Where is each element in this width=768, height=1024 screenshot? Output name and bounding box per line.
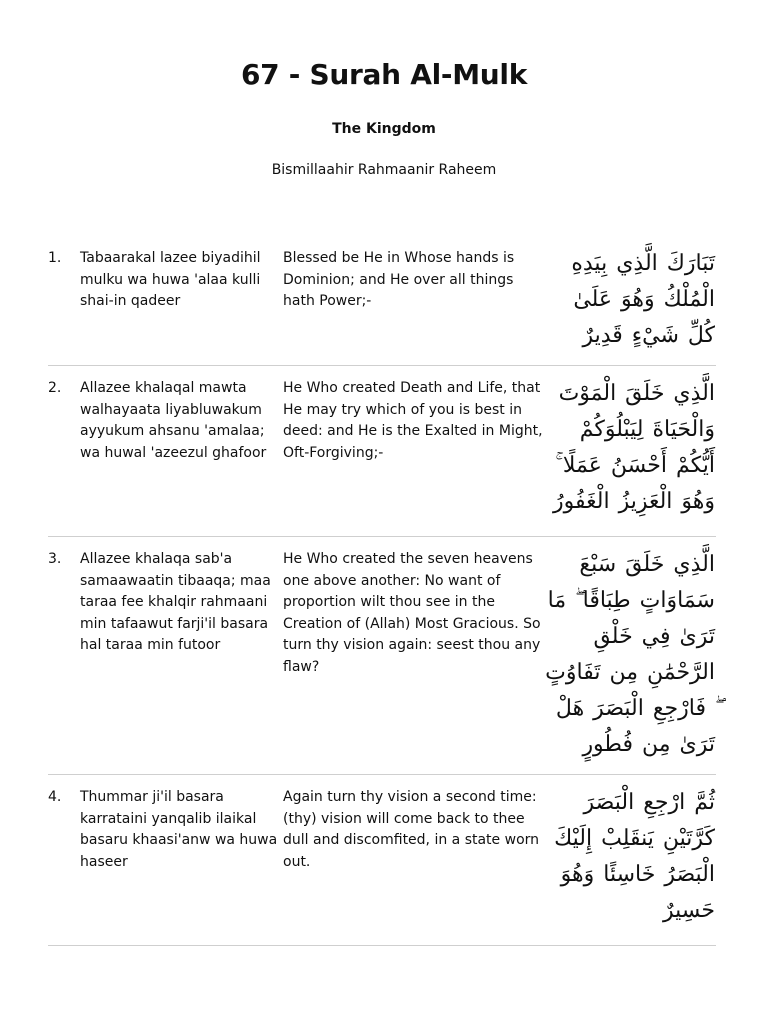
verse-table bbox=[48, 236, 716, 946]
verse-arabic: ثُمَّ ارْجِعِ الْبَصَرَ كَرَّتَيْنِ يَنقَلِبْ إِلَيْكَ الْبَصَرُ خَاسِئًا وَهُوَ حَسِيرٌ bbox=[554, 790, 715, 923]
verse-transliteration: Allazee khalaqal mawta walhayaata liyabluwakum ayyukum ahsanu 'amalaa; wa huwal 'azeezul ghafoor bbox=[80, 380, 267, 461]
verse-number: 2. bbox=[48, 380, 62, 396]
verse-number: 4. bbox=[48, 789, 62, 805]
verse-row bbox=[48, 537, 716, 775]
verse-arabic: تَبَارَكَ الَّذِي بِيَدِهِ الْمُلْكُ وَهُوَ عَلَىٰ كُلِّ شَيْءٍ قَدِيرٌ bbox=[571, 251, 715, 348]
verse-arabic: الَّذِي خَلَقَ الْمَوْتَ وَالْحَيَاةَ لِيَبْلُوَكُمْ أَيُّكُمْ أَحْسَنُ عَمَلًا ۚ وَهُوَ الْعَزِيزُ الْغَفُورُ bbox=[553, 381, 715, 514]
verse-translation: He Who created Death and Life, that He may try which of you is best in deed: and He is the Exalted in Might, Oft-Forgiving;- bbox=[283, 380, 543, 461]
verse-transliteration: Thummar ji'il basara karrataini yanqalib ilaikal basaru khaasi'anw wa huwa haseer bbox=[80, 789, 278, 870]
verse-translation: Blessed be He in Whose hands is Dominion; and He over all things hath Power;- bbox=[283, 250, 515, 309]
surah-subtitle: The Kingdom bbox=[332, 121, 436, 137]
verse-number: 3. bbox=[48, 551, 62, 567]
verse-transliteration: Allazee khalaqa sab'a samaawaatin tibaaqa; maa taraa fee khalqir rahmaani min tafaawut farji'il basara hal taraa min futoor bbox=[80, 551, 271, 653]
verse-number: 1. bbox=[48, 250, 62, 266]
page-title: 67 - Surah Al-Mulk bbox=[240, 58, 528, 91]
verse-transliteration: Tabaarakal lazee biyadihil mulku wa huwa 'alaa kulli shai-in qadeer bbox=[80, 250, 261, 309]
verse-translation: Again turn thy vision a second time: (thy) vision will come back to thee dull and discomfited, in a state worn out. bbox=[283, 789, 540, 870]
verse-translation: He Who created the seven heavens one above another: No want of proportion wilt thou see in the Creation of (Allah) Most Gracious. So turn thy vision again: seest thou any flaw? bbox=[283, 551, 541, 675]
verse-row bbox=[48, 366, 716, 537]
verse-row bbox=[48, 775, 716, 946]
bismillah-line: Bismillaahir Rahmaanir Raheem bbox=[271, 162, 497, 178]
verse-arabic: الَّذِي خَلَقَ سَبْعَ سَمَاوَاتٍ طِبَاقًا ۖ مَا تَرَىٰ فِي خَلْقِ الرَّحْمَٰنِ مِن تَفَاوُتٍ ۖ فَارْجِعِ الْبَصَرَ هَلْ تَرَىٰ مِن فُطُورٍ bbox=[545, 552, 715, 757]
verse-row bbox=[48, 236, 716, 366]
